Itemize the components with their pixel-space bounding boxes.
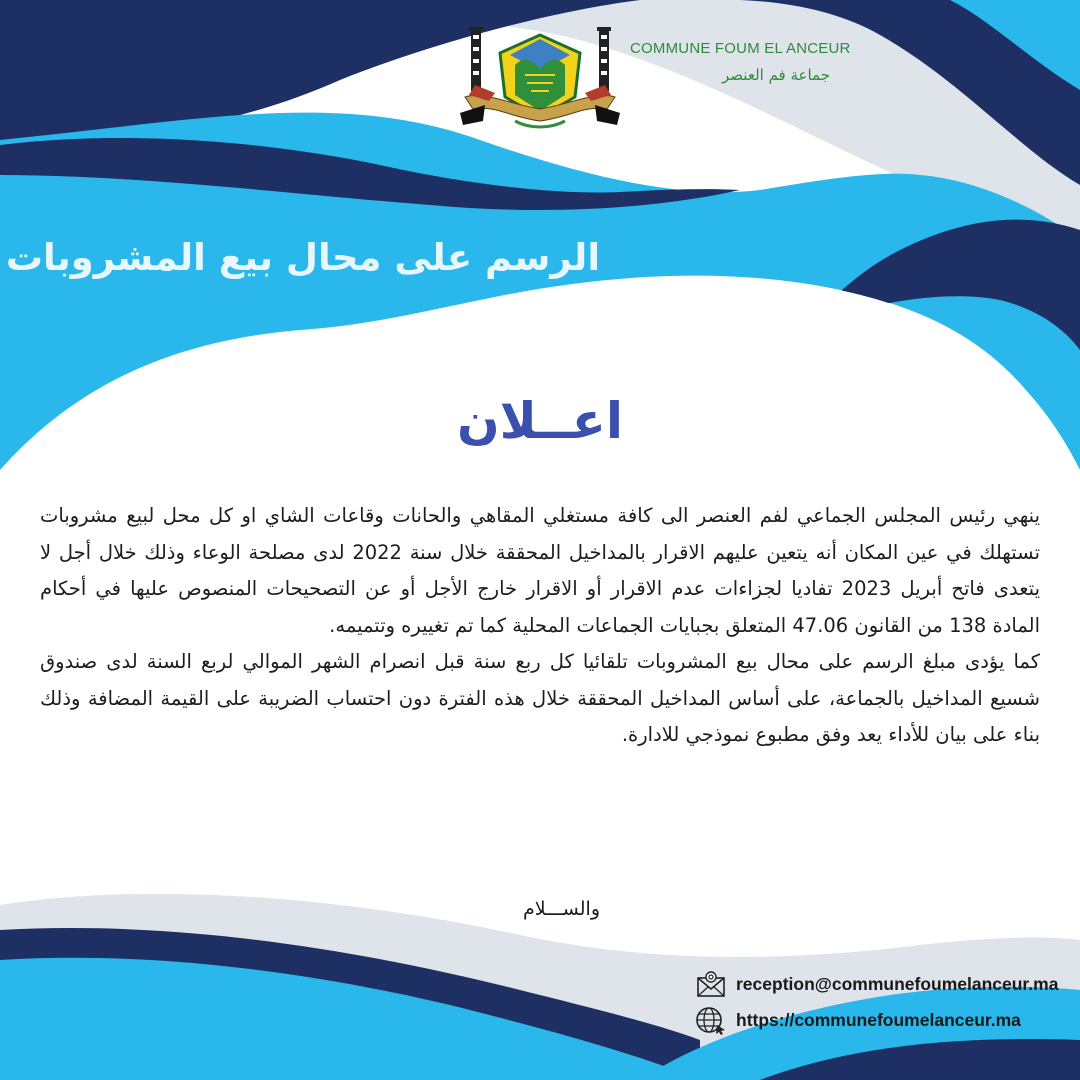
contact-email-row[interactable] (695, 969, 1058, 999)
closing-salutation: والســـلام (523, 898, 600, 920)
globe-icon (695, 1005, 727, 1035)
organization-name-fr: COMMUNE FOUM EL ANCEUR (630, 40, 851, 57)
envelope-at-icon (695, 969, 727, 999)
announcement-body (40, 498, 1040, 754)
body-paragraph-2: كما يؤدى مبلغ الرسم على محال بيع المشروبات تلقائيا كل ربع سنة قبل انصرام الشهر الموالي لربع السنة لدى صندوق شسيع المداخيل بالجماعة، على أساس المداخيل المحققة خلال هذه الفترة دون احتساب الضريبة على القيمة المضافة وذلك بناء على بيان للأداء يعد وفق مطبوع نموذجي للادارة. (40, 650, 1040, 746)
body-paragraph-1: ينهي رئيس المجلس الجماعي لفم العنصر الى كافة مستغلي المقاهي والحانات وقاعات الشاي او كل محل لبيع مشروبات تستهلك في عين المكان أنه يتعين عليهم الاقرار بالمداخيل المحققة خلال سنة 2022 لدى مصلحة الوعاء وذلك خلال أجل لا يتعدى فاتح أبريل 2023 تفاديا لجزاءات عدم الاقرار أو الاقرار خارج الأجل أو عن التصحيحات المنصوص عليها في أحكام المادة 138 من القانون 47.06 المتعلق بجبايات الجماعات المحلية كما تم تغييره وتتميمه. (40, 504, 1041, 637)
organization-name-ar: جماعة فم العنصر (722, 66, 830, 84)
announcement-heading: اعــلان (456, 392, 624, 450)
announcement-subject: الرسم على محال بيع المشروبات (5, 236, 600, 279)
contact-email-text[interactable]: reception@communefoumelanceur.ma (736, 973, 1059, 994)
commune-logo (455, 25, 625, 135)
contact-website-row[interactable] (695, 1005, 1021, 1035)
contact-website-text[interactable]: https://communefoumelanceur.ma (736, 1009, 1021, 1030)
